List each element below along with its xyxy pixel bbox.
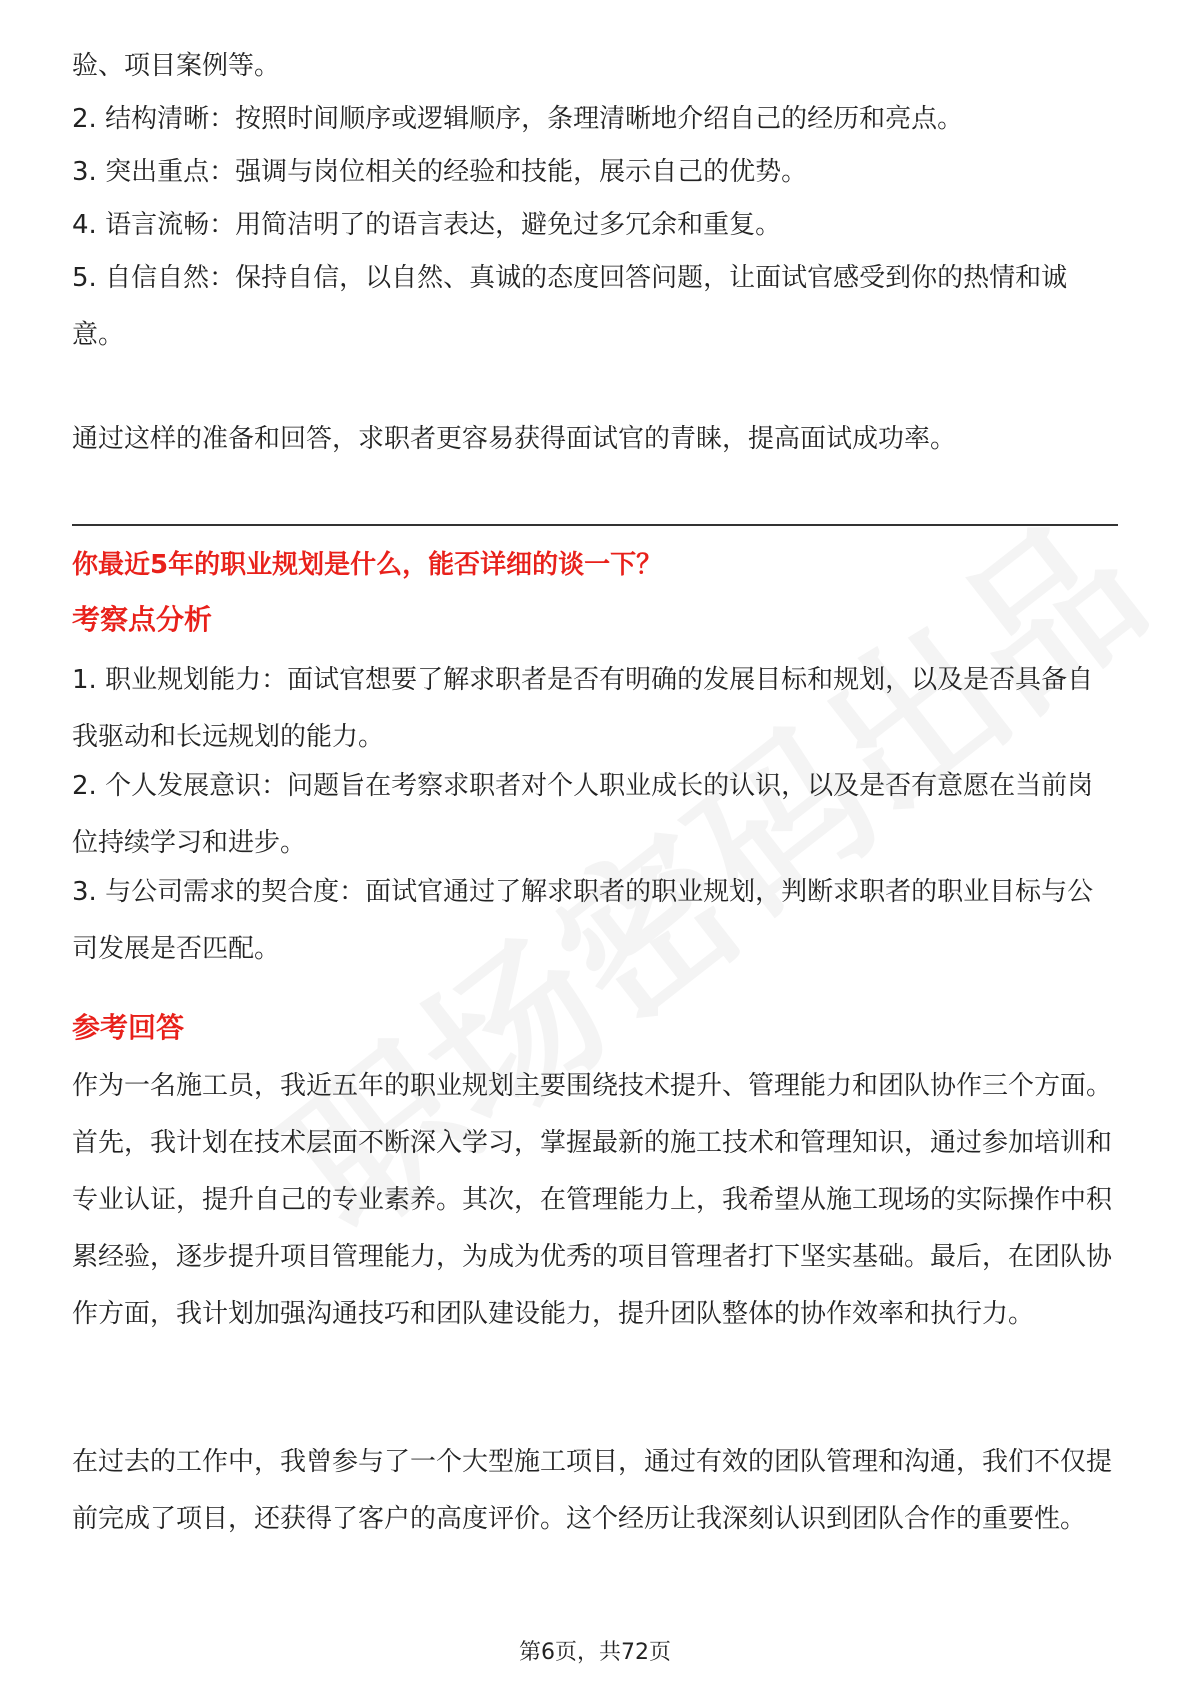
- tip-item: 2. 结构清晰：按照时间顺序或逻辑顺序，条理清晰地介绍自己的经历和亮点。: [72, 104, 964, 134]
- tip-item: 4. 语言流畅：用简洁明了的语言表达，避免过多冗余和重复。: [72, 210, 782, 240]
- tip-item: 5. 自信自然：保持自信，以自然、真诚的态度回答问题，让面试官感受到你的热情和诚意。: [72, 263, 1068, 350]
- answer-paragraph: 作为一名施工员，我近五年的职业规划主要围绕技术提升、管理能力和团队协作三个方面。首先，我计划在技术层面不断深入学习，掌握最新的施工技术和管理知识，通过参加培训和专业认证，提升自己的专业素养。其次，在管理能力上，我希望从施工现场的实际操作中积累经验，逐步提升项目管理能力，为成为优秀的项目管理者打下坚实基础。最后，在团队协作方面，我计划加强沟通技巧和团队建设能力，提升团队整体的协作效率和执行力。: [72, 1071, 1113, 1329]
- intro-conclusion: 通过这样的准备和回答，求职者更容易获得面试官的青睐，提高面试成功率。: [72, 424, 957, 454]
- answer-paragraph: 在过去的工作中，我曾参与了一个大型施工项目，通过有效的团队管理和沟通，我们不仅提前完成了项目，还获得了客户的高度评价。这个经历让我深刻认识到团队合作的重要性。: [72, 1447, 1113, 1534]
- analysis-heading: 考察点分析: [72, 603, 213, 636]
- analysis-point: 3. 与公司需求的契合度：面试官通过了解求职者的职业规划，判断求职者的职业目标与公司发展是否匹配。: [72, 877, 1094, 964]
- tip-item: 3. 突出重点：强调与岗位相关的经验和技能，展示自己的优势。: [72, 157, 808, 187]
- question-title: 你最近5年的职业规划是什么，能否详细的谈一下？: [72, 550, 663, 580]
- intro-continuation: 验、项目案例等。: [72, 51, 281, 81]
- analysis-point: 1. 职业规划能力：面试官想要了解求职者是否有明确的发展目标和规划，以及是否具备自我驱动和长远规划的能力。: [72, 665, 1094, 752]
- section-divider: [72, 524, 1118, 526]
- answer-heading: 参考回答: [72, 1011, 185, 1044]
- page-number: 第6页，共72页: [519, 1640, 671, 1665]
- analysis-point: 2. 个人发展意识：问题旨在考察求职者对个人职业成长的认识，以及是否有意愿在当前岗位持续学习和进步。: [72, 771, 1094, 858]
